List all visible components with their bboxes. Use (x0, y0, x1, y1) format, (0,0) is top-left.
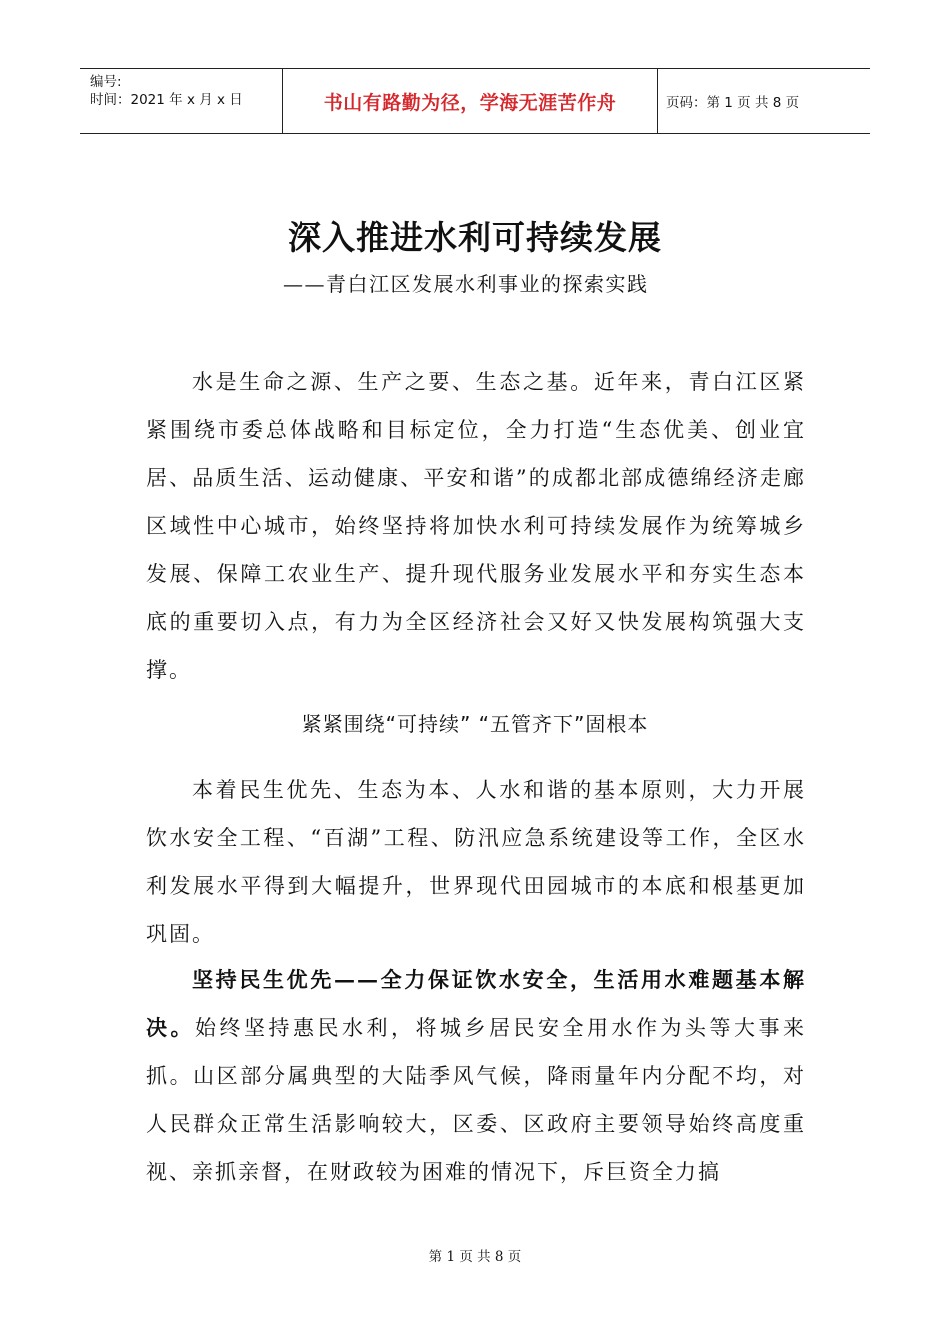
header-motto: 书山有路勤为径，学海无涯苦作舟 (282, 69, 658, 133)
document-title: 深入推进水利可持续发展 (288, 218, 662, 257)
section-heading: 紧紧围绕“可持续” “五管齐下”固根本 (301, 712, 649, 736)
point1-paragraph (146, 956, 806, 1196)
document-subtitle: ——青白江区发展水利事业的探索实践 (283, 272, 649, 296)
point1-body: 始终坚持惠民水利，将城乡居民安全用水作为头等大事来抓。山区部分属典型的大陆季风气候，降雨量年内分配不均，对人民群众正常生活影响较大，区委、区政府主要领导始终高度重视、亲抓亲督，在财政较为困难的情况下，斥巨资全力搞 (146, 1016, 806, 1184)
number-label: 编号: (90, 74, 122, 90)
header-meta (80, 69, 282, 133)
time-label: 时间：2021 年 x 月 x 日 (90, 92, 243, 108)
intro-paragraph: 水是生命之源、生产之要、生态之基。近年来，青白江区紧紧围绕市委总体战略和目标定位，全力打造“生态优美、创业宜居、品质生活、运动健康、平安和谐”的成都北部成德绵经济走廊区域性中心城市，始终坚持将加快水利可持续发展作为统筹城乡发展、保障工农业生产、提升现代服务业发展水平和夯实生态本底的重要切入点，有力为全区经济社会又好又快发展构筑强大支撑。 (146, 370, 806, 682)
point1-lead: 坚持民生优先——全力保证饮水安全，生活用水难题基本解决。 (146, 967, 806, 1040)
page-footer: 第 1 页 共 8 页 (428, 1249, 522, 1265)
header-page-info: 页码：第 1 页 共 8 页 (666, 95, 800, 111)
document-header (80, 68, 870, 134)
section-paragraph: 本着民生优先、生态为本、人水和谐的基本原则，大力开展饮水安全工程、“百湖”工程、防汛应急系统建设等工作，全区水利发展水平得到大幅提升，世界现代田园城市的本底和根基更加巩固。 (146, 778, 806, 946)
